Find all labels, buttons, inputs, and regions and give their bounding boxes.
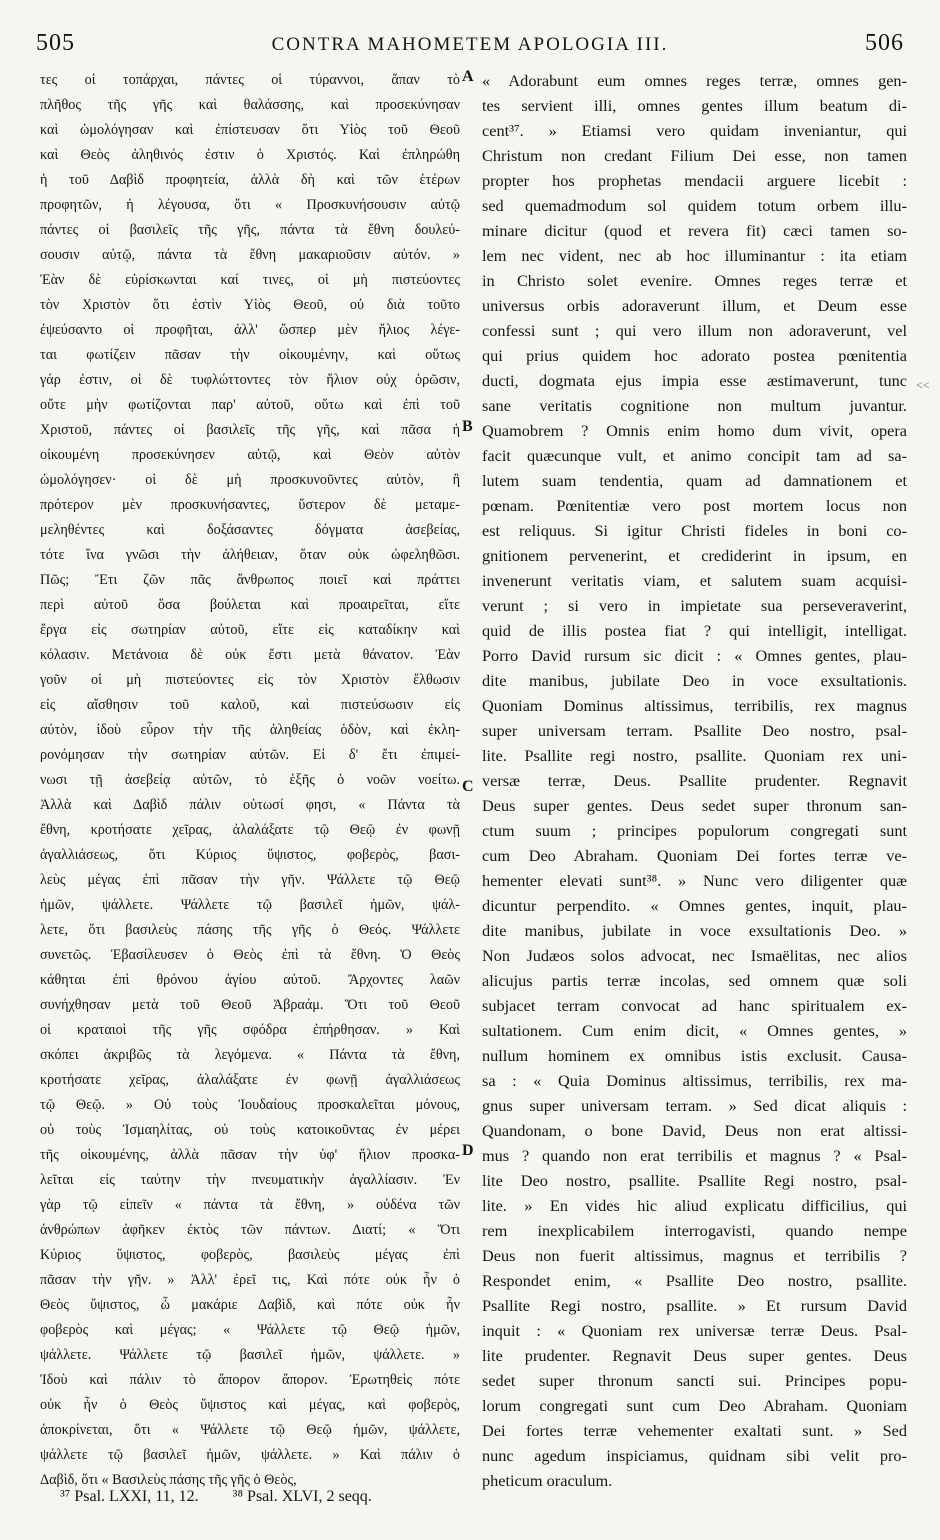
text-line: cum Deo Abraham. Quoniam Dei fortes terræ ve- [482, 846, 907, 865]
text-line: facit quæcunque vult, et animo concipit tam ad sa- [482, 446, 907, 465]
text-line: gnitionem pervenerint, et crediderint in ipsum, en [482, 546, 907, 565]
text-line: ψάλλετε τῷ βασιλεῖ ἡμῶν, ψάλλετε. » Καὶ πάλιν ὁ [40, 1447, 460, 1463]
text-line: inquit : « Quoniam rex universæ terræ Deus. Psal- [482, 1321, 907, 1340]
text-line: τότε ἵνα γνῶσι τὴν ἀλήθειαν, ὅταν οὐκ ὠφεληθῶσι. [40, 547, 460, 563]
text-line: λεὺς μέγας ἐπὶ πᾶσαν τὴν γῆν. Ψάλλετε τῷ Θεῷ [40, 872, 460, 888]
text-line: τὸν Χριστὸν ὅτι ἐστὶν Υἱὸς Θεοῦ, οὐ διὰ τοῦτο [40, 297, 460, 313]
text-line: hementer elevati sunt³⁸. » Nunc vero diligenter quæ [482, 871, 907, 890]
text-line: lite prudenter. Regnavit Deus super gentes. Deus [482, 1346, 907, 1365]
margin-marker-a: A [462, 68, 474, 85]
footnote-37: ³⁷ Psal. LXXI, 11, 12. [60, 1488, 199, 1505]
text-line: ἀγαλλιάσεως, ὅτι Κύριος ὕψιστος, φοβερὸς, βασι- [40, 847, 460, 863]
text-line: μεληθέντες καὶ δοξάσαντες δόγματα ἀσεβείας, [40, 522, 460, 538]
text-line: καὶ ὡμολόγησαν καὶ ἐπίστευσαν ὅτι Υἱὸς τοῦ Θεοῦ [40, 122, 460, 138]
text-line: Χριστοῦ, πάντες οἱ βασιλεῖς τῆς γῆς, καὶ πᾶσα ἡ [40, 422, 460, 438]
page-number-left: 505 [36, 30, 75, 56]
text-line: πλῆθος τῆς γῆς καὶ θαλάσσης, καὶ προσεκύνησαν [40, 97, 460, 113]
footnotes [60, 1488, 372, 1506]
text-line: alicujus partis terræ incolas, sed omnem quæ soli [482, 971, 907, 990]
text-line: αὐτὸν, ἰδοὺ εὗρον τὴν τῆς ἀληθείας ὁδὸν, καὶ ἐκλη- [40, 722, 460, 738]
text-line: κόλασιν. Μετάνοια δὲ οὐκ ἔστι μετὰ θάνατον. Ἐὰν [40, 647, 460, 663]
text-line: sultationem. Cum enim dicit, « Omnes gentes, » [482, 1021, 907, 1040]
text-line: γὰρ τῷ εἰπεῖν « πάντα τὰ ἔθνη, » οὐδένα τῶν [40, 1197, 460, 1213]
text-line: προφητῶν, ἡ λέγουσα, ὅτι « Προσκυνήσουσιν αὐτῷ [40, 197, 460, 213]
text-line: Δαβὶδ, ὅτι « Βασιλεὺς πάσης τῆς γῆς ὁ Θεὸς, [40, 1472, 297, 1488]
text-line: λετε, ὅτι βασιλεὺς πάσης τῆς γῆς ὁ Θεός. Ψάλλετε [40, 922, 460, 938]
text-line: περὶ αὐτοῦ ὅσα βούλεται καὶ προαιρεῖται, εἴτε [40, 597, 460, 613]
text-line: verunt ; si vero in impietate sua perseveraverint, [482, 596, 907, 615]
text-line: ἡ τοῦ Δαβὶδ προφητεία, ἀλλὰ δὴ καὶ τῶν ἑτέρων [40, 172, 460, 188]
text-line: gnus super universam terram. » Sed dicat aliquis : [482, 1096, 907, 1115]
text-line: ἔθνη, κροτήσατε χεῖρας, ἀλαλάξατε τῷ Θεῷ ἐν φωνῇ [40, 822, 460, 838]
running-title: CONTRA MAHOMETEM APOLOGIA III. [271, 34, 669, 55]
text-line: tes servient illi, omnes gentes illum beatum di- [482, 96, 907, 115]
text-line: quid de illis postea fiat ? qui intelligit, intelligat. [482, 621, 907, 640]
text-line: Psallite Regi nostro, psallite. » Et rursum David [482, 1296, 907, 1315]
text-line: Christum non credant Filium Dei esse, non tamen [482, 146, 907, 165]
text-line: « Adorabunt eum omnes reges terræ, omnes gen- [482, 71, 907, 90]
text-line: lutem suam tendentia, quam ad damnationem et [482, 471, 907, 490]
text-line: cent³⁷. » Etiamsi vero quidam inveniantur, qui [482, 121, 907, 140]
text-line: πρότερον μὲν προσκυνήσαντες, ὕστερον δὲ μεταμε- [40, 497, 460, 513]
text-line: ducti, dogmata ejus impia esse æstimaverunt, tunc [482, 371, 907, 390]
text-line: ἀποκρίνεται, ὅτι « Ψάλλετε τῷ Θεῷ ἡμῶν, ψάλλετε, [40, 1422, 460, 1438]
text-line: τες οἱ τοπάρχαι, πάντες οἱ τύραννοι, ἅπαν τὸ [40, 72, 460, 88]
text-line: qui prius quidem hoc adorato postea pœnitentia [482, 346, 907, 365]
text-line: Ἰδοὺ καὶ πάλιν τὸ ἄπορον ἄπορον. Ἐρωτηθεὶς πότε [40, 1372, 460, 1388]
text-line: Porro David rursum sic dicit : « Omnes gentes, plau- [482, 646, 907, 665]
text-line: σκόπει ἀκριβῶς τὰ λεγόμενα. « Πάντα τὰ ἔθνη, [40, 1047, 460, 1063]
text-line: ρονόμησαν τὴν σωτηρίαν αὐτῶν. Εἰ δ' ἔτι ἐπιμεί- [40, 747, 460, 763]
text-line: νωσι τῇ ἀσεβείᾳ αὐτῶν, τὸ ἑξῆς ὁ νοῶν νοείτω. [40, 772, 460, 788]
text-line: Quamobrem ? Omnis enim homo dum vivit, opera [482, 421, 907, 440]
text-line: invenerunt veritatis viam, et salutem suam acquisi- [482, 571, 907, 590]
page-header [0, 30, 940, 64]
text-line: super universam terram. Psallite Deo nostro, psal- [482, 721, 907, 740]
text-line: γοῦν οἱ μὴ πιστεύοντες εἰς τὸν Χριστὸν ἔλθωσιν [40, 672, 460, 688]
text-line: ctum suum ; principes populorum congregati sunt [482, 821, 907, 840]
text-line: ἐψεύσαντο οἱ προφῆται, ἀλλ' ὥσπερ μὲν ἥλιος λέγε- [40, 322, 460, 338]
text-line: minare dicitur (quod et revera fit) cæci tamen so- [482, 221, 907, 240]
text-line: pœnam. Pœnitentiæ vero post mortem locus non [482, 496, 907, 515]
text-line: οὐ τοὺς Ἰσμαηλίτας, οὐ τοὺς κατοικοῦντας ἐν μέρει [40, 1122, 460, 1138]
text-line: Πῶς; Ἔτι ζῶν πᾶς ἄνθρωπος ποιεῖ καὶ πράττει [40, 572, 460, 588]
text-line: lite. » En vides hic aliud explicatu difficilius, qui [482, 1196, 907, 1215]
text-line: Ἐὰν δὲ εὑρίσκωνται καί τινες, οἱ μὴ πιστεύοντες [40, 272, 460, 288]
text-line: Θεὸς ὕψιστος, ὦ μακάριε Δαβὶδ, καὶ πότε οὐκ ἦν [40, 1297, 460, 1313]
text-line: συνήχθησαν μετὰ τοῦ Θεοῦ Ἀβραάμ. Ὅτι τοῦ Θεοῦ [40, 997, 460, 1013]
text-line: σουσιν αὐτῷ, πάντα τὰ ἔθνη μακαριοῦσιν αὐτόν. » [40, 247, 460, 263]
text-line: λεῖται εἰς ταύτην τὴν πνευματικὴν ἀγαλλίασιν. Ἐν [40, 1172, 460, 1188]
text-line: ἔργα εἰς σωτηρίαν αὐτοῦ, εἴτε εἰς καταδίκην καὶ [40, 622, 460, 638]
text-line: καὶ Θεὸς ἀληθινός ἐστιν ὁ Χριστός. Καὶ ἐπληρώθη [40, 147, 460, 163]
text-line: universus orbis adoraverunt illum, et Deum esse [482, 296, 907, 315]
text-line: συνετῶς. Ἐβασίλευσεν ὁ Θεὸς ἐπὶ τὰ ἔθνη. Ὁ Θεὸς [40, 947, 460, 963]
text-line: ται φωτίζειν πᾶσαν τὴν οἰκουμένην, καὶ οὕτως [40, 347, 460, 363]
latin-text-column [482, 68, 907, 1493]
text-line: κροτήσατε χεῖρας, ἀλαλάξατε ἐν φωνῇ ἀγαλλιάσεως [40, 1072, 460, 1088]
text-line: οἱ κραταιοὶ τῆς γῆς σφόδρα ἐπήρθησαν. » Καὶ [40, 1022, 460, 1038]
text-line: Quoniam Dominus altissimus, terribilis, rex magnus [482, 696, 907, 715]
text-line: lite. Psallite regi nostro, psallite. Quoniam rex uni- [482, 746, 907, 765]
text-line: confessi sunt ; qui vero illum non adoraverunt, vel [482, 321, 907, 340]
text-line: Κύριος ὕψιστος, φοβερὸς, βασιλεὺς μέγας ἐπὶ [40, 1247, 460, 1263]
text-line: κάθηται ἐπὶ θρόνου ἁγίου αὐτοῦ. Ἄρχοντες λαῶν [40, 972, 460, 988]
text-line: dicuntur perpendito. « Omnes gentes, inquit, plau- [482, 896, 907, 915]
text-line: rem inexplicabilem interrogavisti, quando nempe [482, 1221, 907, 1240]
text-line: Deus super gentes. Deus sedet super thronum san- [482, 796, 907, 815]
text-line: est reliquus. Si igitur Christi fideles in boni co- [482, 521, 907, 540]
text-line: lite Deo nostro, psallite. Psallite Regi nostro, psal- [482, 1171, 907, 1190]
text-line: sane veritatis cognitione non multum juvantur. [482, 396, 907, 415]
text-line: οἰκουμένη προσεκύνησεν αὐτῷ, καὶ Θεὸν αὐτὸν [40, 447, 460, 463]
text-line: propter hos prophetas mendacii arguere licebit : [482, 171, 907, 190]
text-line: Non Judæos solos advocat, nec Ismaëlitas, nec alios [482, 946, 907, 965]
margin-marker-d: D [462, 1142, 474, 1159]
text-line: lorum congregati sunt cum Deo Abraham. Quoniam [482, 1396, 907, 1415]
text-line: nunc agedum inspiciamus, quidnam sibi velit pro- [482, 1446, 907, 1465]
text-line: nullum hominem ex omnibus istis exclusit. Causa- [482, 1046, 907, 1065]
footnote-38: ³⁸ Psal. XLVI, 2 seqq. [232, 1488, 372, 1505]
text-line: versæ terræ, Deus. Psallite prudenter. Regnavit [482, 771, 907, 790]
text-line: sedet super thronum sancti sui. Principes popu- [482, 1371, 907, 1390]
text-line: sed quemadmodum sol quidem totum orbem illu- [482, 196, 907, 215]
text-line: Ἀλλὰ καὶ Δαβὶδ πάλιν οὑτωσί φησι, « Πάντα τὰ [40, 797, 460, 813]
text-line: εἰς αἴσθησιν τοῦ καλοῦ, καὶ πιστεύσωσιν εἰς [40, 697, 460, 713]
text-line: dite manibus, jubilate Deo in voce exsultationis. [482, 671, 907, 690]
text-line: ἡμῶν, ψάλλετε. Ψάλλετε τῷ βασιλεῖ ἡμῶν, ψάλ- [40, 897, 460, 913]
text-line: ψάλλετε. Ψάλλετε τῷ βασιλεῖ ἡμῶν, ψάλλετε. » [40, 1347, 460, 1363]
text-line: ἀνθρώπων ἀφῆκεν ἐκτὸς τῶν πάντων. Διατί; « Ὅτι [40, 1222, 460, 1238]
text-line: τῆς οἰκουμένης, ἀλλὰ πᾶσαν τὴν ὑφ' ἥλιον προσκα- [40, 1147, 460, 1163]
text-line: pheticum oraculum. [482, 1471, 613, 1490]
text-line: sa : « Quia Dominus altissimus, terribilis, rex ma- [482, 1071, 907, 1090]
text-line: Quandonam, o bone David, Deus non erat altissi- [482, 1121, 907, 1140]
text-line: subjacet terram convocat ad hanc spiritualem ex- [482, 996, 907, 1015]
text-line: οὐκ ἦν ὁ Θεὸς ὕψιστος καὶ μέγας, καὶ φοβερὸς, [40, 1397, 460, 1413]
margin-marker-c: C [462, 778, 474, 795]
text-line: dite manibus, jubilate in voce exsultationis Deo. » [482, 921, 907, 940]
stray-margin-mark: << [916, 378, 930, 392]
text-line: πᾶσαν τὴν γῆν. » Ἀλλ' ἐρεῖ τις, Καὶ πότε οὐκ ἦν ὁ [40, 1272, 460, 1288]
greek-text-column [40, 68, 460, 1493]
text-line: in Christo solet evenire. Omnes reges terræ et [482, 271, 907, 290]
page-number-right: 506 [865, 30, 904, 56]
text-line: Dei fortes terræ vehementer exaltati sunt. » Sed [482, 1421, 907, 1440]
text-line: Deus non fuerit altissimus, magnus et terribilis ? [482, 1246, 907, 1265]
margin-marker-b: B [462, 418, 473, 435]
text-line: οὔτε μὴν φωτίζονται παρ' αὐτοῦ, οὕτω καὶ ἐπὶ τοῦ [40, 397, 460, 413]
text-line: lem nec vident, nec ab hoc illuminantur : ita etiam [482, 246, 907, 265]
text-line: Respondet enim, « Psallite Deo nostro, psallite. [482, 1271, 907, 1290]
text-line: φοβερὸς καὶ μέγας; « Ψάλλετε τῷ Θεῷ ἡμῶν, [40, 1322, 460, 1338]
text-line: mus ? quando non erat terribilis et magnus ? « Psal- [482, 1146, 907, 1165]
text-line: πάντες οἱ βασιλεῖς τῆς γῆς, πάντα τὰ ἔθνη δουλεύ- [40, 222, 460, 238]
text-line: τῷ Θεῷ. » Οὐ τοὺς Ἰουδαίους προσκαλεῖται μόνους, [40, 1097, 460, 1113]
text-line: ὡμολόγησεν· οἱ δὲ μὴ προσκυνοῦντες αὐτὸν, ἢ [40, 472, 460, 488]
text-line: γάρ ἐστιν, οἱ δὲ τυφλώττοντες τὸν ἥλιον οὐχ ὁρῶσιν, [40, 372, 460, 388]
